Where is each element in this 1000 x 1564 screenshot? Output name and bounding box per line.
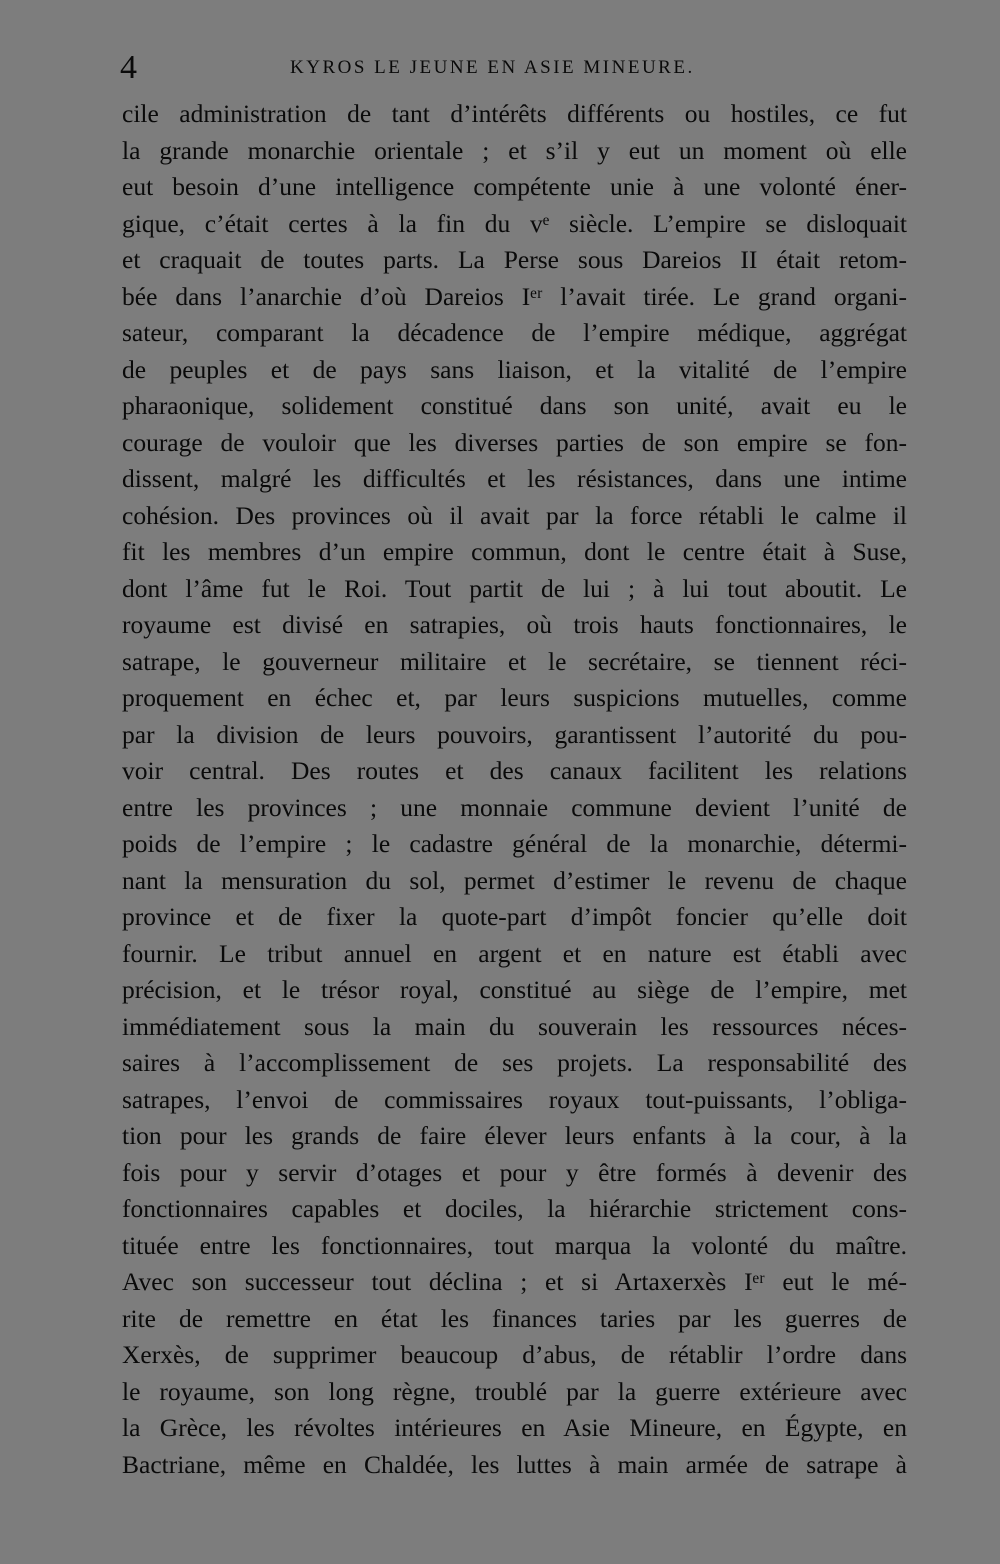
text-line: Bactriane, même en Chaldée, les luttes à main armée de satrape à [122, 1449, 907, 1479]
page-number: 4 [120, 49, 137, 86]
text-line: de peuples et de pays sans liaison, et la vitalité de l’empire [122, 354, 907, 384]
text-line: eut besoin d’une intelligence compétente unie à une volonté éner- [122, 172, 907, 201]
text-line: dissent, malgré les difficultés et les résistances, dans une intime [122, 464, 907, 493]
text-line: province et de fixer la quote-part d’impôt foncier qu’elle doit [122, 902, 907, 931]
text-line: voir central. Des routes et des canaux facilitent les relations [122, 756, 907, 785]
text-line: pharaonique, solidement constitué dans son unité, avait eu le [122, 391, 907, 420]
text-line: par la division de leurs pouvoirs, garantissent l’autorité du pou- [122, 719, 907, 749]
text-line: courage de vouloir que les diverses parties de son empire se fon- [122, 427, 907, 457]
text-line: fournir. Le tribut annuel en argent et en nature est établi avec [122, 938, 907, 968]
text-line: fit les membres d’un empire commun, dont le centre était à Suse, [122, 537, 907, 566]
text-line: entre les provinces ; une monnaie commune devient l’unité de [122, 792, 907, 822]
text-line: fonctionnaires capables et dociles, la hiérarchie strictement cons- [122, 1194, 907, 1223]
text-line: satrape, le gouverneur militaire et le secrétaire, se tiennent réci- [122, 646, 907, 676]
text-line: cohésion. Des provinces où il avait par la force rétabli le calme il [122, 500, 907, 530]
text-line: tion pour les grands de faire élever leurs enfants à la cour, à la [122, 1121, 907, 1150]
text-line: et craquait de toutes parts. La Perse sous Dareios II était retom- [122, 245, 907, 274]
text-line: Avec son successeur tout déclina ; et si Artaxerxès Iᵉʳ eut le mé- [122, 1267, 907, 1296]
text-line: poids de l’empire ; le cadastre général de la monarchie, détermi- [122, 829, 907, 858]
text-line: la grande monarchie orientale ; et s’il y eut un moment où elle [122, 135, 907, 165]
text-line: immédiatement sous la main du souverain les ressources néces- [122, 1011, 907, 1041]
text-line: saires à l’accomplissement de ses projets. La responsabilité des [122, 1048, 907, 1077]
text-line: gique, c’était certes à la fin du vᵉ siècle. L’empire se disloquait [122, 208, 907, 238]
text-line: satrapes, l’envoi de commissaires royaux tout-puissants, l’obliga- [122, 1084, 907, 1114]
text-line: tituée entre les fonctionnaires, tout marqua la volonté du maître. [122, 1230, 907, 1260]
text-line: précision, et le trésor royal, constitué au siège de l’empire, met [122, 975, 907, 1004]
text-line: la Grèce, les révoltes intérieures en Asie Mineure, en Égypte, en [122, 1413, 907, 1442]
page-header [120, 48, 920, 88]
running-title: KYROS LE JEUNE EN ASIE MINEURE. [290, 57, 695, 78]
text-line: bée dans l’anarchie d’où Dareios Iᵉʳ l’avait tirée. Le grand organi- [122, 281, 907, 311]
body-paragraph [122, 96, 907, 1483]
text-line: sateur, comparant la décadence de l’empire médique, aggrégat [122, 318, 907, 347]
text-line: le royaume, son long règne, troublé par la guerre extérieure avec [122, 1376, 907, 1406]
text-line: rite de remettre en état les finances taries par les guerres de [122, 1303, 907, 1333]
text-line: Xerxès, de supprimer beaucoup d’abus, de rétablir l’ordre dans [122, 1340, 907, 1369]
text-line: fois pour y servir d’otages et pour y être formés à devenir des [122, 1157, 907, 1187]
text-line: nant la mensuration du sol, permet d’estimer le revenu de chaque [122, 865, 907, 895]
text-line: dont l’âme fut le Roi. Tout partit de lui ; à lui tout aboutit. Le [122, 573, 907, 603]
text-line: royaume est divisé en satrapies, où trois hauts fonctionnaires, le [122, 610, 907, 639]
text-line: proquement en échec et, par leurs suspicions mutuelles, comme [122, 683, 907, 712]
text-line: cile administration de tant d’intérêts différents ou hostiles, ce fut [122, 99, 907, 128]
